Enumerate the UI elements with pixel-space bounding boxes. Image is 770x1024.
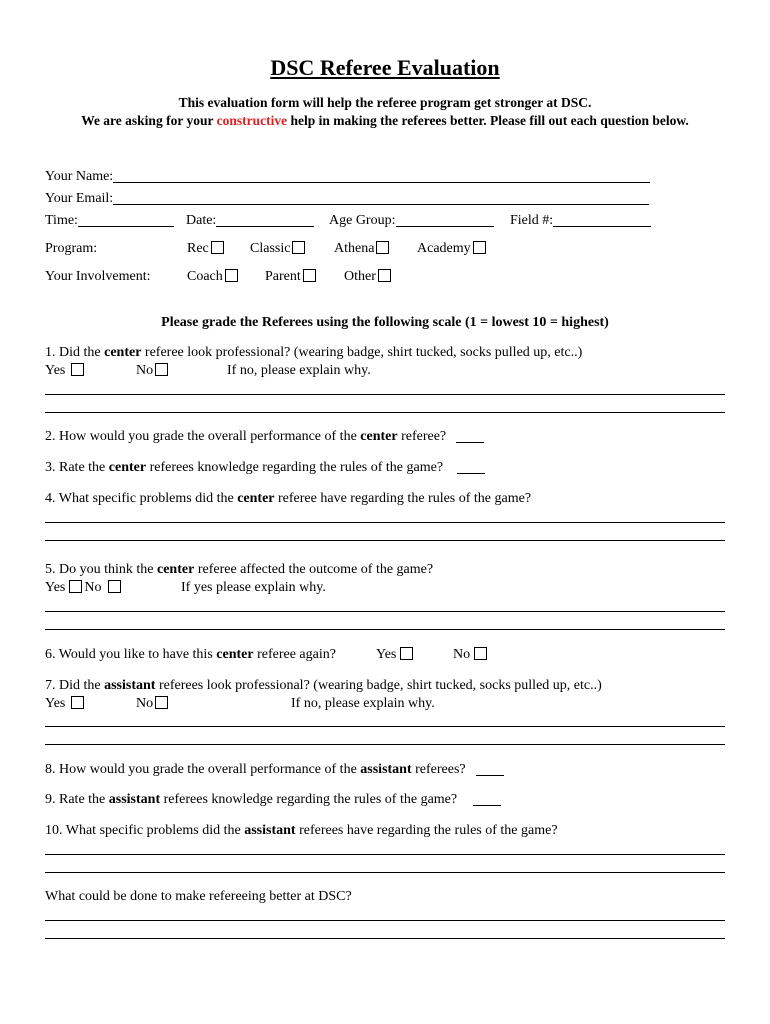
q6-no-label: No <box>453 647 471 662</box>
question-5 <box>45 562 433 578</box>
q1-answer-line-2[interactable] <box>45 412 725 413</box>
field-number-label: Field #: <box>510 213 554 228</box>
question-9 <box>45 792 501 808</box>
q4-text-b: referee have regarding the rules of the game? <box>278 491 532 506</box>
name-label: Your Name: <box>45 169 114 184</box>
q5-no-checkbox[interactable] <box>108 580 121 593</box>
intro-line-1: This evaluation form will help the referee program get stronger at DSC. <box>178 95 592 110</box>
q7-no-checkbox[interactable] <box>155 696 168 709</box>
time-field[interactable] <box>78 213 174 227</box>
program-classic-checkbox[interactable] <box>292 241 305 254</box>
name-field[interactable] <box>113 169 650 183</box>
field-number-group <box>510 213 651 229</box>
q3-text-a: 3. Rate the <box>45 460 106 475</box>
q6-text-b: referee again? <box>257 647 336 662</box>
q1-text-b: referee look professional? (wearing badge, shirt tucked, socks pulled up, etc..) <box>144 345 583 360</box>
q1-text-a: 1. Did the <box>45 345 101 360</box>
q4-emphasis: center <box>237 491 275 506</box>
involvement-label: Your Involvement: <box>45 269 151 284</box>
intro-text <box>40 94 730 130</box>
q5-yes-no-options <box>45 580 123 596</box>
question-7 <box>45 678 602 694</box>
program-option-athena <box>334 241 391 257</box>
q10-text-a: 10. What specific problems did the <box>45 823 241 838</box>
intro-emphasis: constructive <box>216 113 288 128</box>
program-option-label: Rec <box>187 241 209 256</box>
q7-no-label: No <box>136 696 154 711</box>
final-answer-line-1[interactable] <box>45 920 725 921</box>
q8-text-a: 8. How would you grade the overall performance of the <box>45 762 357 777</box>
q10-text-b: referees have regarding the rules of the game? <box>299 823 558 838</box>
q6-yes-option <box>376 647 415 663</box>
program-option-label: Academy <box>417 241 471 256</box>
q2-grade-field[interactable] <box>456 429 484 443</box>
program-option-label: Athena <box>334 241 375 256</box>
q6-no-checkbox[interactable] <box>474 647 487 660</box>
q3-text-b: referees knowledge regarding the rules of the game? <box>149 460 444 475</box>
program-option-classic <box>250 241 307 257</box>
email-row <box>45 191 649 207</box>
q7-emphasis: assistant <box>104 678 156 693</box>
involvement-other-checkbox[interactable] <box>378 269 391 282</box>
involvement-coach-checkbox[interactable] <box>225 269 238 282</box>
q5-yes-label: Yes <box>45 580 66 595</box>
q9-text-b: referees knowledge regarding the rules of the game? <box>163 792 458 807</box>
q7-yes-label: Yes <box>45 696 66 711</box>
page-title: DSC Referee Evaluation <box>270 55 500 80</box>
age-group <box>329 213 494 229</box>
q6-no-option <box>453 647 489 663</box>
q2-text-b: referee? <box>401 429 447 444</box>
q9-text-a: 9. Rate the <box>45 792 106 807</box>
q4-answer-line-2[interactable] <box>45 540 725 541</box>
q7-yes-option <box>45 696 86 712</box>
involvement-option-parent <box>265 269 318 285</box>
q1-no-option <box>136 363 170 379</box>
age-group-field[interactable] <box>396 213 494 227</box>
q8-grade-field[interactable] <box>476 762 504 776</box>
q1-yes-checkbox[interactable] <box>71 363 84 376</box>
date-field[interactable] <box>216 213 314 227</box>
q5-answer-line-2[interactable] <box>45 629 725 630</box>
email-field[interactable] <box>113 191 649 205</box>
q5-text-b: referee affected the outcome of the game? <box>197 562 434 577</box>
q5-yes-checkbox[interactable] <box>69 580 82 593</box>
question-3 <box>45 460 485 476</box>
q9-emphasis: assistant <box>108 792 161 807</box>
involvement-option-label: Parent <box>265 269 301 284</box>
q7-answer-line-2[interactable] <box>45 744 725 745</box>
question-6 <box>45 647 336 663</box>
q2-emphasis: center <box>360 429 398 444</box>
program-option-academy <box>417 241 488 257</box>
q7-answer-line-1[interactable] <box>45 726 725 727</box>
involvement-option-label: Other <box>344 269 376 284</box>
q5-answer-line-1[interactable] <box>45 611 725 612</box>
time-group <box>45 213 174 229</box>
name-row <box>45 169 650 185</box>
age-group-label: Age Group: <box>329 213 396 228</box>
program-athena-checkbox[interactable] <box>376 241 389 254</box>
q1-no-checkbox[interactable] <box>155 363 168 376</box>
q7-no-option <box>136 696 170 712</box>
q1-explain: If no, please explain why. <box>227 363 371 378</box>
intro-line-2a: We are asking for your <box>81 113 214 128</box>
q7-explain: If no, please explain why. <box>291 696 435 711</box>
q1-no-label: No <box>136 363 154 378</box>
program-option-rec <box>187 241 226 257</box>
q2-text-a: 2. How would you grade the overall performance of the <box>45 429 357 444</box>
q10-answer-line-2[interactable] <box>45 872 725 873</box>
involvement-option-other <box>344 269 393 285</box>
involvement-parent-checkbox[interactable] <box>303 269 316 282</box>
program-rec-checkbox[interactable] <box>211 241 224 254</box>
question-10 <box>45 823 558 839</box>
q8-text-b: referees? <box>415 762 466 777</box>
q6-emphasis: center <box>216 647 254 662</box>
date-label: Date: <box>186 213 217 228</box>
program-option-label: Classic <box>250 241 291 256</box>
q5-no-label: No <box>84 580 102 595</box>
time-label: Time: <box>45 213 78 228</box>
final-answer-line-2[interactable] <box>45 938 725 939</box>
program-label: Program: <box>45 241 98 256</box>
q5-explain: If yes please explain why. <box>181 580 326 595</box>
involvement-option-coach <box>187 269 240 285</box>
program-academy-checkbox[interactable] <box>473 241 486 254</box>
q3-emphasis: center <box>108 460 147 475</box>
q4-text-a: 4. What specific problems did the <box>45 491 234 506</box>
q5-text-a: 5. Do you think the <box>45 562 154 577</box>
q10-emphasis: assistant <box>244 823 296 838</box>
q5-emphasis: center <box>157 562 195 577</box>
q8-emphasis: assistant <box>360 762 412 777</box>
q7-text-a: 7. Did the <box>45 678 101 693</box>
question-4 <box>45 491 531 507</box>
scale-instruction: Please grade the Referees using the following scale (1 = lowest 10 = highest) <box>161 315 609 330</box>
q10-answer-line-1[interactable] <box>45 854 725 855</box>
q6-yes-checkbox[interactable] <box>400 647 413 660</box>
q1-emphasis: center <box>104 345 142 360</box>
q6-yes-label: Yes <box>376 647 397 662</box>
question-1 <box>45 345 582 361</box>
q1-yes-label: Yes <box>45 363 66 378</box>
date-group <box>186 213 314 229</box>
field-number-field[interactable] <box>553 213 651 227</box>
final-question: What could be done to make refereeing better at DSC? <box>45 889 352 904</box>
q1-yes-option <box>45 363 86 379</box>
email-label: Your Email: <box>45 191 114 206</box>
q1-answer-line-1[interactable] <box>45 394 725 395</box>
q4-answer-line-1[interactable] <box>45 522 725 523</box>
involvement-option-label: Coach <box>187 269 223 284</box>
q6-text-a: 6. Would you like to have this <box>45 647 213 662</box>
question-2 <box>45 429 484 445</box>
intro-line-2b: help in making the referees better. Please fill out each question below. <box>290 113 689 128</box>
question-8 <box>45 762 504 778</box>
q7-text-b: referees look professional? (wearing badge, shirt tucked, socks pulled up, etc..) <box>158 678 602 693</box>
q7-yes-checkbox[interactable] <box>71 696 84 709</box>
q9-grade-field[interactable] <box>473 792 501 806</box>
q3-grade-field[interactable] <box>457 460 485 474</box>
